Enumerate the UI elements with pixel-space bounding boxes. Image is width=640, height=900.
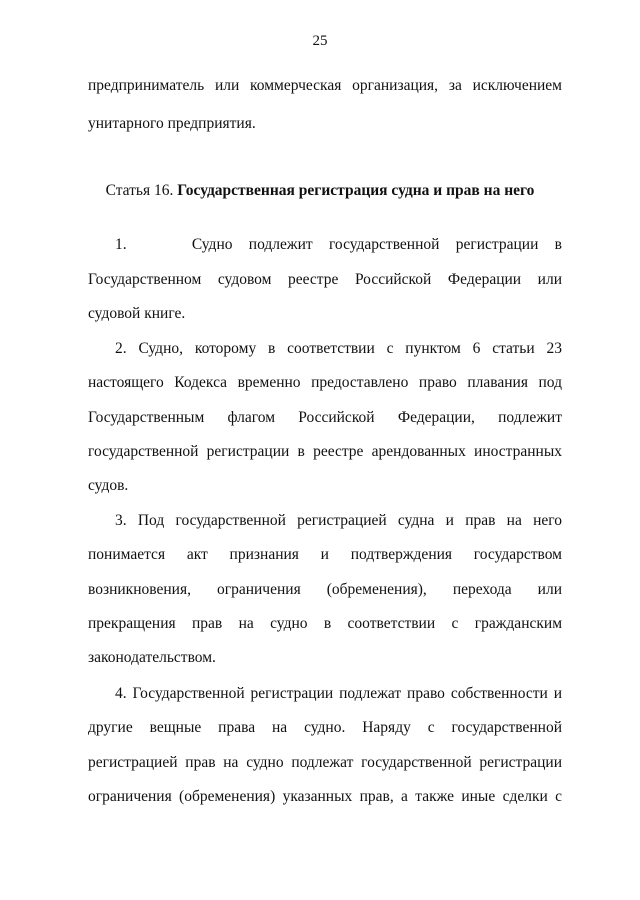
text-line: 1. Судно подлежит государственной регистрации в [115, 236, 562, 253]
text-line: 2. Судно, которому в соответствии с пунктом 6 статьи 23 [115, 340, 562, 357]
text-line: судов. [88, 477, 129, 494]
text-line: настоящего Кодекса временно предоставлено право плавания под [88, 374, 562, 391]
text-line: государственной регистрации в реестре арендованных иностранных [88, 443, 562, 460]
text-line: унитарного предприятия. [88, 115, 256, 132]
text-line: прекращения прав на судно в соответствии с гражданским [88, 615, 562, 632]
article-heading [0, 181, 640, 201]
text-line: 4. Государственной регистрации подлежат право собственности и [115, 685, 562, 702]
text-line: судовой книге. [88, 305, 186, 322]
text-line: Государственным флагом Российской Федерации, подлежит [88, 409, 562, 426]
text-line: законодательством. [88, 649, 216, 666]
text-line: возникновения, ограничения (обременения), перехода или [88, 581, 562, 598]
text-line: Государственном судовом реестре Российской Федерации или [88, 271, 562, 288]
article-title: Государственная регистрация судна и прав на него [177, 182, 535, 199]
text-line: понимается акт признания и подтверждения государством [88, 546, 562, 563]
text-line: 3. Под государственной регистрацией судна и прав на него [115, 512, 562, 529]
article-number: Статья 16. [105, 182, 178, 199]
text-line: регистрацией прав на судно подлежат государственной регистрации [88, 754, 562, 771]
text-line: предприниматель или коммерческая организация, за исключением [88, 77, 562, 94]
page-number: 25 [312, 33, 328, 49]
text-line: ограничения (обременения) указанных прав, а также иные сделки с [88, 788, 562, 805]
text-line: другие вещные права на судно. Наряду с государственной [88, 719, 562, 736]
